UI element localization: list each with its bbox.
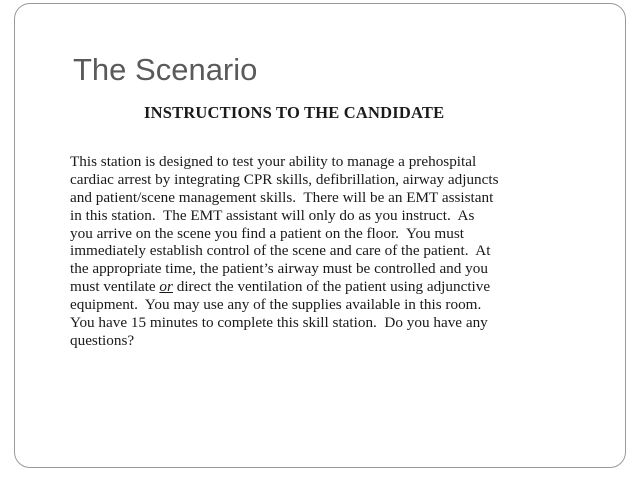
document-line: and patient/scene management skills. There will be an EMT assistant	[70, 188, 494, 206]
document-line: You have 15 minutes to complete this skill station. Do you have any	[70, 314, 488, 332]
document-line: cardiac arrest by integrating CPR skills, defibrillation, airway adjuncts	[70, 170, 499, 188]
document-line: the appropriate time, the patient’s airway must be controlled and you	[70, 260, 488, 278]
document-line: immediately establish control of the scene and care of the patient. At	[70, 242, 491, 260]
document-heading: INSTRUCTIONS TO THE CANDIDATE	[144, 103, 445, 122]
document-line: This station is designed to test your ability to manage a prehospital	[70, 153, 477, 170]
document-line-segment: direct the ventilation of the patient using adjunctive	[172, 278, 491, 296]
document-line: questions?	[70, 331, 135, 349]
document-line-segment: must ventilate	[70, 278, 160, 296]
slide-title: The Scenario	[73, 52, 258, 87]
document-line: in this station. The EMT assistant will only do as you instruct. As	[70, 206, 475, 224]
document-line: equipment. You may use any of the supplies available in this room.	[70, 296, 482, 314]
emphasized-word: or	[159, 278, 173, 296]
document-line: you arrive on the scene you find a patient on the floor. You must	[70, 224, 464, 242]
document-body	[70, 153, 590, 350]
slide-number-marker	[607, 455, 615, 465]
document-line-mixed	[70, 278, 590, 296]
